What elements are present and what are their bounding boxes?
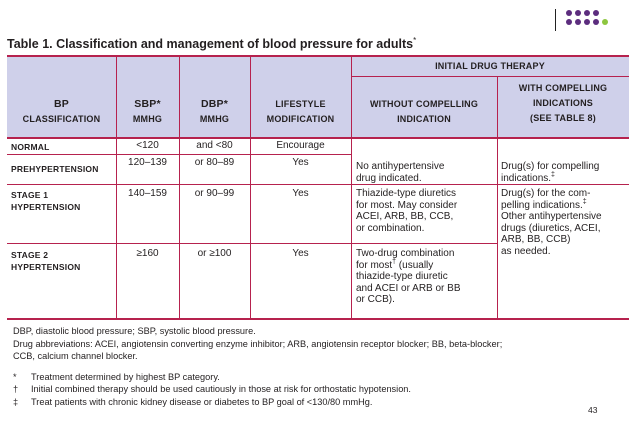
logo-dot — [584, 19, 590, 25]
logo-dot — [566, 19, 572, 25]
footnote: * Treatment determined by highest BP category. — [13, 371, 220, 382]
header-bp-classification: BP CLASSIFICATION — [22, 98, 101, 124]
logo-dot — [593, 19, 599, 25]
logo-dot — [575, 10, 581, 16]
stage2-drug-without: Two-drug combination for most† (usually thiazide-type diuretic and ACEI or ARB or BB or CCB). — [356, 248, 461, 305]
row-prehypertension-lifestyle: Yes — [292, 157, 309, 168]
row-normal-sbp: <120 — [136, 140, 159, 151]
logo-dot — [584, 10, 590, 16]
stage1-drug-without: Thiazide-type diuretics for most. May consider ACEI, ARB, BB, CCB, or combination. — [356, 188, 458, 234]
footnote: † Initial combined therapy should be used cautiously in those at risk for orthostatic hypotension. — [13, 384, 411, 395]
rule-prehyp-bottom — [7, 184, 629, 185]
rule-col4 — [351, 55, 352, 320]
drug-abbreviation-note-cont: CCB, calcium channel blocker. — [13, 351, 138, 362]
abbreviation-note: DBP, diastolic blood pressure; SBP, systolic blood pressure. — [13, 326, 256, 336]
prehypertension-drug-without: No antihypertensive drug indicated. — [356, 161, 445, 184]
table-notes — [13, 325, 623, 409]
page-number: 43 — [588, 405, 598, 415]
row-prehypertension-sbp: 120–139 — [128, 157, 167, 168]
rule-drug-group — [351, 76, 629, 77]
row-stage1-classification: STAGE 1 HYPERTENSION — [11, 190, 81, 212]
footnote: ‡ Treat patients with chronic kidney disease or diabetes to BP goal of <130/80 mmHg. — [13, 396, 373, 407]
row-normal-lifestyle: Encourage — [276, 140, 325, 151]
header-divider-line — [555, 9, 556, 31]
logo-dot — [575, 19, 581, 25]
header-with-compelling-indications: WITH COMPELLING INDICATIONS (SEE TABLE 8) — [518, 83, 608, 123]
drug-abbreviation-note: Drug abbreviations: ACEI, angiotensin converting enzyme inhibitor; ARB, angiotensin receptor blocker; BB, beta-blocker; — [13, 338, 503, 349]
rule-header-bottom — [7, 137, 629, 139]
logo-dot — [602, 19, 608, 25]
row-normal-classification: NORMAL — [11, 142, 50, 152]
header-lifestyle-modification: LIFESTYLE MODIFICATION — [266, 99, 335, 124]
rule-stage1-bottom — [7, 243, 497, 244]
rule-bottom — [7, 318, 629, 320]
table-title: Table 1. Classification and management of blood pressure for adults* — [7, 36, 417, 52]
row-stage2-sbp: ≥160 — [136, 248, 159, 259]
header-dbp: DBP* MMHG — [199, 98, 230, 124]
header-sbp: SBP* MMHG — [132, 98, 163, 124]
logo-dot — [593, 10, 599, 16]
row-stage1-lifestyle: Yes — [292, 188, 309, 199]
row-stage1-dbp: or 90–99 — [194, 188, 235, 199]
bp-classification-table — [7, 55, 629, 320]
row-prehypertension-dbp: or 80–89 — [194, 157, 235, 168]
rule-top — [7, 55, 629, 57]
row-stage2-lifestyle: Yes — [292, 248, 309, 259]
row-normal-dbp: and <80 — [196, 140, 233, 151]
row-prehypertension-classification: PREHYPERTENSION — [11, 164, 99, 174]
logo-dot — [566, 10, 572, 16]
prehypertension-drug-with: Drug(s) for compelling indications.‡ — [501, 161, 600, 184]
row-stage2-dbp: or ≥100 — [197, 248, 232, 259]
header-initial-drug-therapy: INITIAL DRUG THERAPY — [435, 61, 545, 71]
row-stage2-classification: STAGE 2 HYPERTENSION — [11, 250, 81, 272]
logo-dots-icon — [566, 10, 626, 34]
stage1-stage2-drug-with: Drug(s) for the com- pelling indications.‡ Other antihypertensive drugs (diuretics, ACEI, ARB, BB, CCB) as needed. — [501, 188, 602, 257]
header-without-compelling-indication: WITHOUT COMPELLING INDICATION — [369, 99, 479, 124]
row-stage1-sbp: 140–159 — [128, 188, 167, 199]
